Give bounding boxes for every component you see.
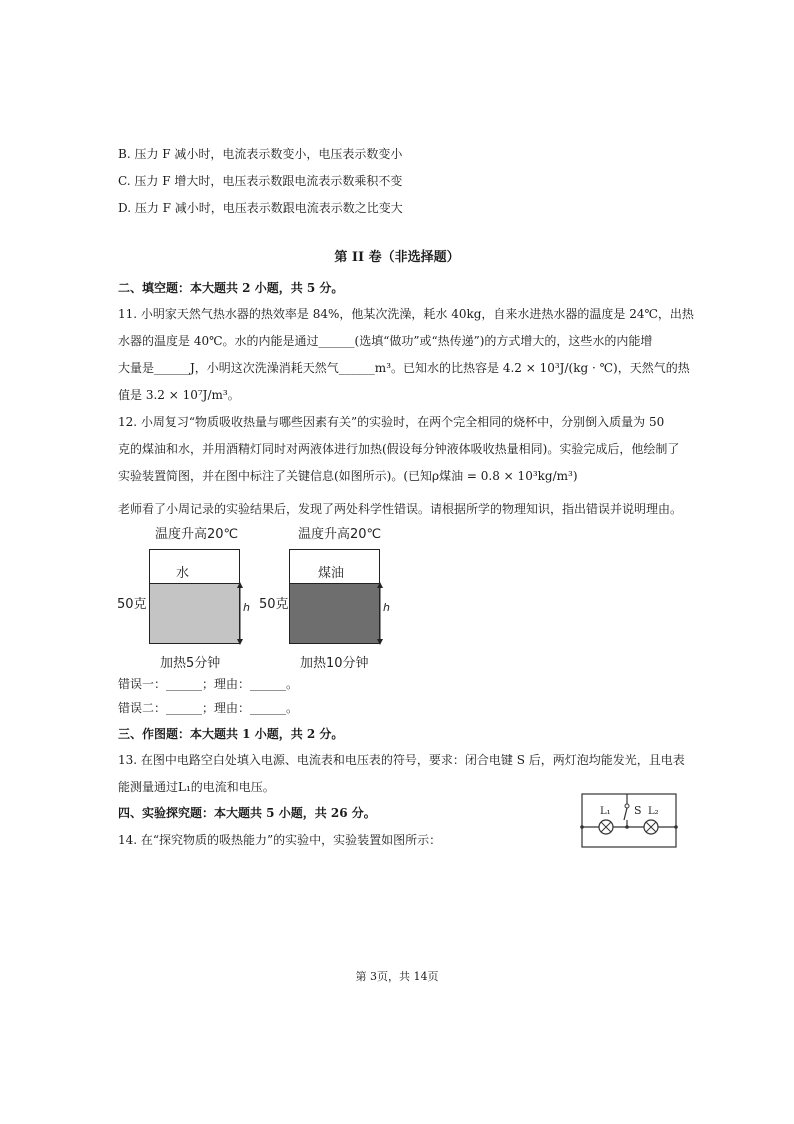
section3-heading: 三、作图题：本大题共 1 小题，共 2 分。 <box>118 727 344 741</box>
q12-line1: 12. 小周复习“物质吸收热量与哪些因素有关”的实验时，在两个完全相同的烧杯中，分别倒入质量为 50 <box>118 415 665 429</box>
left-top-label: 温度升高20℃ <box>155 527 239 542</box>
circuit-diagram <box>578 790 683 850</box>
q13-line2: 能测量通过L₁的电流和电压。 <box>118 780 275 794</box>
option-b: B. 压力 F 减小时，电流表示数变小，电压表示数变小 <box>118 147 403 161</box>
section4-heading: 四、实验探究题：本大题共 5 小题，共 26 分。 <box>118 806 376 820</box>
page-footer: 第 3页，共 14页 <box>355 970 439 983</box>
option-c: C. 压力 F 增大时，电压表示数跟电流表示数乘积不变 <box>118 174 403 188</box>
option-d: D. 压力 F 减小时，电压表示数跟电流表示数之比变大 <box>118 201 403 215</box>
q12-line2: 克的煤油和水，并用酒精灯同时对两液体进行加热(假设每分钟液体吸收热量相同)。实验完成后，他绘制了 <box>118 442 680 456</box>
q14-line1: 14. 在“探究物质的吸热能力”的实验中，实验装置如图所示： <box>118 833 442 847</box>
right-height-arrow <box>374 581 388 647</box>
circuit-s-label: S <box>634 804 642 817</box>
left-h-label: h <box>243 601 250 614</box>
q11-line3: 大量是______J，小明这次洗澡消耗天然气______m³。已知水的比热容是 4.2 × 10³J/(kg · ℃)，天然气的热 <box>118 361 690 375</box>
q12-line4: 老师看了小周记录的实验结果后，发现了两处科学性错误。请根据所学的物理知识，指出错误并说明理由。 <box>118 502 683 516</box>
section2-heading: 二、填空题：本大题共 2 小题，共 5 分。 <box>118 281 344 295</box>
circuit-l1-label: L₁ <box>600 806 611 817</box>
q13-line1: 13. 在图中电路空白处填入电源、电流表和电压表的符号，要求：闭合电键 S 后，两灯泡均能发光，且电表 <box>118 753 685 767</box>
left-height-arrow <box>234 581 248 647</box>
q11-line1: 11. 小明家天然气热水器的热效率是 84%，他某次洗澡，耗水 40kg，自来水进热水器的温度是 24℃，出热 <box>118 307 694 321</box>
circuit-l2-label: L₂ <box>648 806 659 817</box>
q11-line2: 水器的温度是 40℃。水的内能是通过______(选填“做功”或“热传递”)的方式增大的，这些水的内能增 <box>118 334 653 348</box>
right-h-label: h <box>383 601 390 614</box>
left-bottom-label: 加热5分钟 <box>160 656 221 671</box>
q12-error2: 错误二：______；理由：______。 <box>118 701 299 715</box>
right-bottom-label: 加热10分钟 <box>300 656 369 671</box>
right-liquid-fill <box>289 583 380 644</box>
left-mass-label: 50克 <box>117 597 147 612</box>
q11-line4: 值是 3.2 × 10⁷J/m³。 <box>118 388 240 402</box>
right-top-label: 温度升高20℃ <box>298 527 382 542</box>
right-liquid-label: 煤油 <box>318 566 345 581</box>
q12-error1: 错误一：______；理由：______。 <box>118 677 299 691</box>
q12-line3: 实验装置简图，并在图中标注了关键信息(如图所示)。(已知ρ煤油 = 0.8 × 10³kg/m³) <box>118 469 578 483</box>
left-liquid-fill <box>149 583 240 644</box>
left-liquid-label: 水 <box>176 566 190 581</box>
section-title: 第 II 卷（非选择题） <box>334 250 460 265</box>
right-mass-label: 50克 <box>259 597 289 612</box>
